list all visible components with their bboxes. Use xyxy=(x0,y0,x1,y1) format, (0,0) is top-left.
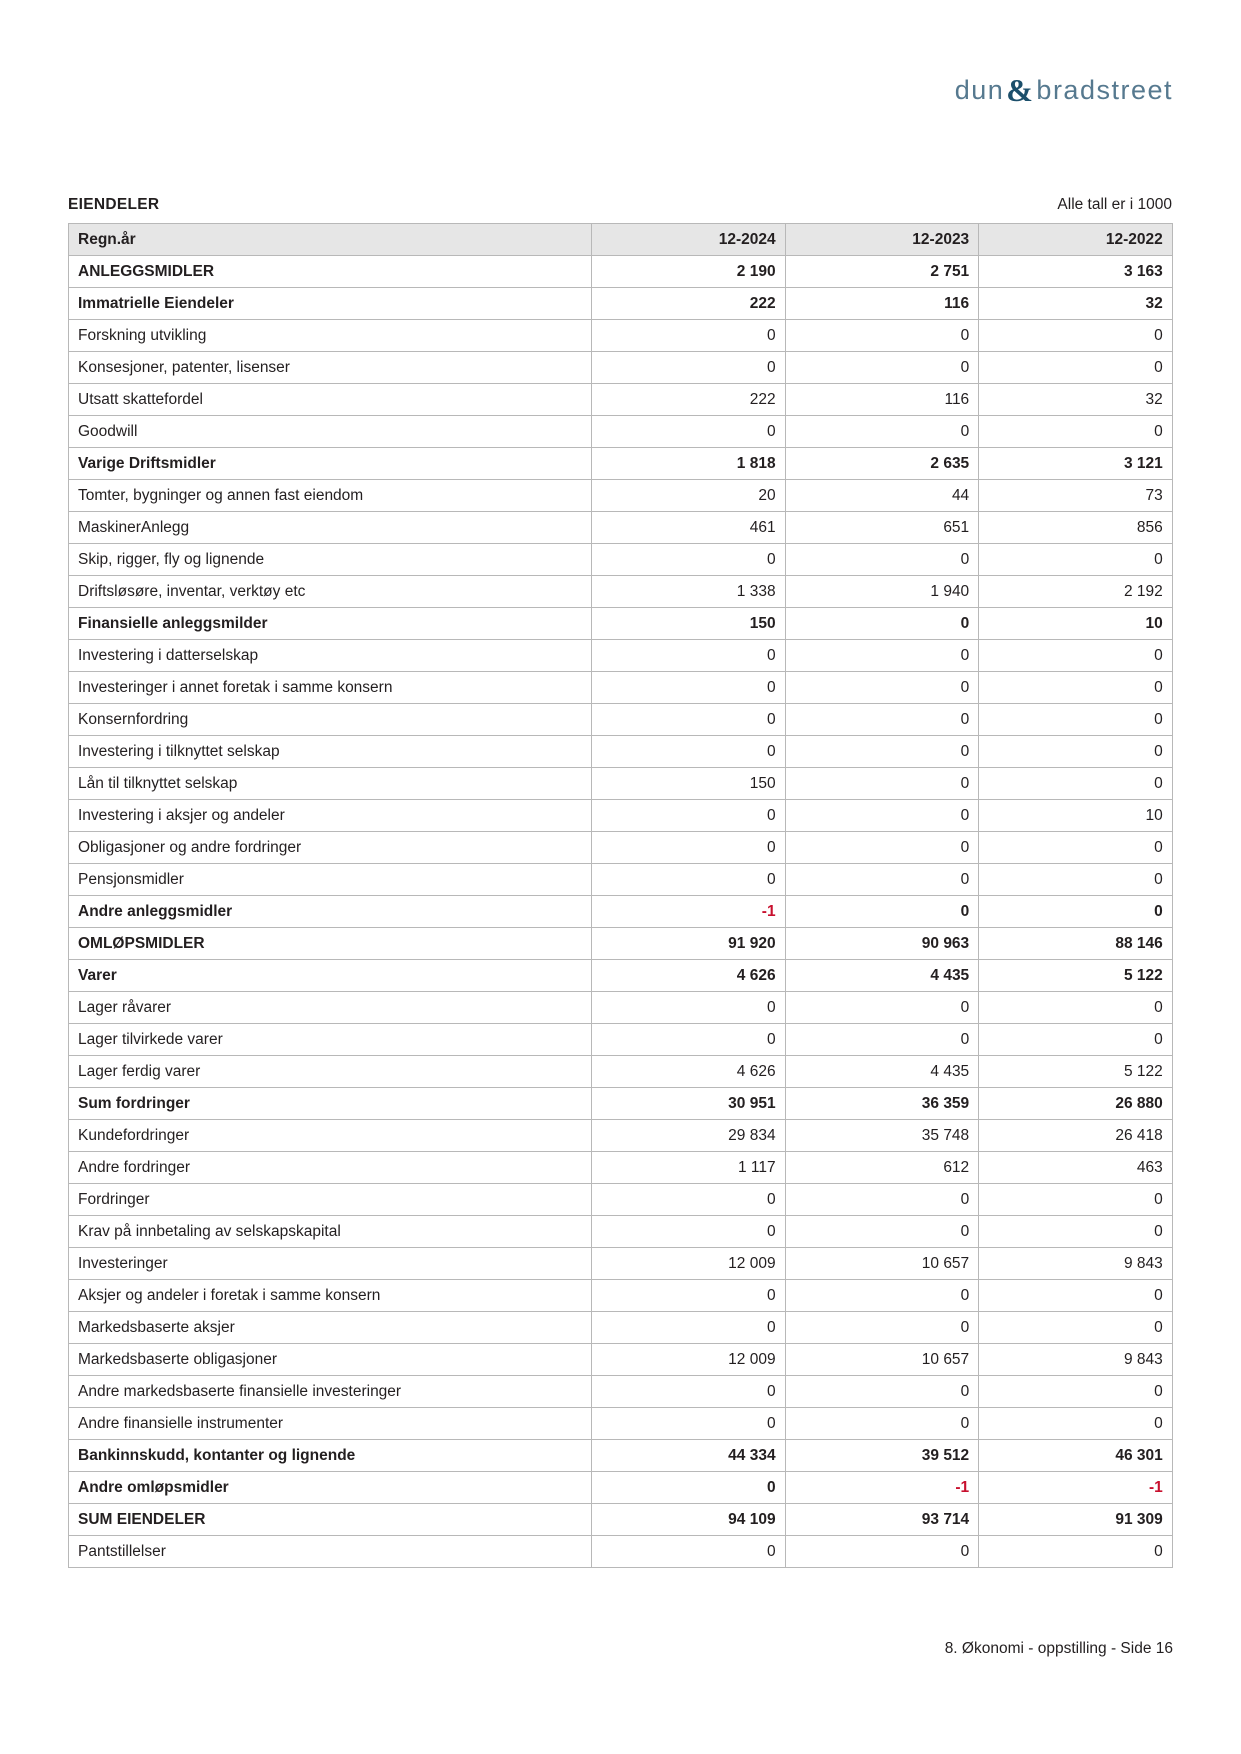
row-value: 0 xyxy=(592,832,786,864)
row-label: Kundefordringer xyxy=(69,1120,592,1152)
table-row xyxy=(69,416,1173,448)
row-value: 36 359 xyxy=(785,1088,979,1120)
table-row xyxy=(69,800,1173,832)
row-label: Goodwill xyxy=(69,416,592,448)
row-value: 856 xyxy=(979,512,1173,544)
row-label: Forskning utvikling xyxy=(69,320,592,352)
row-value: 0 xyxy=(785,320,979,352)
row-value: 0 xyxy=(592,992,786,1024)
row-value: 0 xyxy=(592,1216,786,1248)
row-value: 0 xyxy=(979,1536,1173,1568)
row-label: Sum fordringer xyxy=(69,1088,592,1120)
row-value: 0 xyxy=(785,736,979,768)
row-value: -1 xyxy=(592,896,786,928)
row-value: 0 xyxy=(592,704,786,736)
row-value: 20 xyxy=(592,480,786,512)
row-value: 88 146 xyxy=(979,928,1173,960)
row-value: 10 xyxy=(979,800,1173,832)
row-value: 150 xyxy=(592,768,786,800)
units-note: Alle tall er i 1000 xyxy=(1057,196,1172,213)
table-row xyxy=(69,1120,1173,1152)
row-label: Andre fordringer xyxy=(69,1152,592,1184)
table-header-row xyxy=(69,224,1173,256)
table-row xyxy=(69,864,1173,896)
row-value: 0 xyxy=(592,1536,786,1568)
row-label: Investeringer i annet foretak i samme konsern xyxy=(69,672,592,704)
row-value: 1 940 xyxy=(785,576,979,608)
table-row xyxy=(69,1024,1173,1056)
row-value: 0 xyxy=(592,864,786,896)
table-row xyxy=(69,832,1173,864)
row-value: 3 121 xyxy=(979,448,1173,480)
row-value: 10 657 xyxy=(785,1248,979,1280)
row-label: Skip, rigger, fly og lignende xyxy=(69,544,592,576)
assets-table-section xyxy=(68,196,1172,1568)
table-row xyxy=(69,384,1173,416)
row-value: 0 xyxy=(979,416,1173,448)
row-label: Lager tilvirkede varer xyxy=(69,1024,592,1056)
row-value: 0 xyxy=(979,640,1173,672)
row-label: Pensjonsmidler xyxy=(69,864,592,896)
row-value: 0 xyxy=(785,352,979,384)
table-row xyxy=(69,1280,1173,1312)
row-label: Varige Driftsmidler xyxy=(69,448,592,480)
row-value: 612 xyxy=(785,1152,979,1184)
row-value: 0 xyxy=(785,1536,979,1568)
row-value: 0 xyxy=(785,768,979,800)
dun-bradstreet-logo xyxy=(955,72,1173,109)
row-value: 5 122 xyxy=(979,1056,1173,1088)
row-value: 73 xyxy=(979,480,1173,512)
table-row xyxy=(69,1344,1173,1376)
row-value: 32 xyxy=(979,384,1173,416)
table-row xyxy=(69,1248,1173,1280)
row-value: 91 920 xyxy=(592,928,786,960)
table-row xyxy=(69,1408,1173,1440)
row-label: Konsesjoner, patenter, lisenser xyxy=(69,352,592,384)
row-value: 46 301 xyxy=(979,1440,1173,1472)
row-value: 463 xyxy=(979,1152,1173,1184)
row-value: 0 xyxy=(785,640,979,672)
table-row xyxy=(69,448,1173,480)
header-cell-year-0: 12-2024 xyxy=(592,224,786,256)
row-label: Obligasjoner og andre fordringer xyxy=(69,832,592,864)
row-value: 0 xyxy=(979,1312,1173,1344)
row-label: Konsernfordring xyxy=(69,704,592,736)
row-value: 0 xyxy=(785,608,979,640)
row-value: 0 xyxy=(592,352,786,384)
row-value: 32 xyxy=(979,288,1173,320)
row-label: OMLØPSMIDLER xyxy=(69,928,592,960)
row-value: 0 xyxy=(785,544,979,576)
row-value: 4 626 xyxy=(592,1056,786,1088)
row-value: 0 xyxy=(592,640,786,672)
table-row xyxy=(69,512,1173,544)
row-label: Lån til tilknyttet selskap xyxy=(69,768,592,800)
row-label: ANLEGGSMIDLER xyxy=(69,256,592,288)
row-label: Bankinnskudd, kontanter og lignende xyxy=(69,1440,592,1472)
row-value: 94 109 xyxy=(592,1504,786,1536)
row-label: Andre finansielle instrumenter xyxy=(69,1408,592,1440)
row-value: 12 009 xyxy=(592,1344,786,1376)
table-body xyxy=(69,224,1173,1568)
row-value: 0 xyxy=(592,416,786,448)
row-label: Investeringer xyxy=(69,1248,592,1280)
row-value: 0 xyxy=(979,352,1173,384)
table-row xyxy=(69,1536,1173,1568)
table-row xyxy=(69,576,1173,608)
row-value: 0 xyxy=(592,544,786,576)
row-label: Andre markedsbaserte finansielle investeringer xyxy=(69,1376,592,1408)
row-label: Aksjer og andeler i foretak i samme konsern xyxy=(69,1280,592,1312)
row-label: Andre omløpsmidler xyxy=(69,1472,592,1504)
row-value: 0 xyxy=(979,1184,1173,1216)
row-value: 0 xyxy=(979,544,1173,576)
section-title: EIENDELER xyxy=(68,196,160,213)
row-value: 0 xyxy=(785,832,979,864)
row-value: 0 xyxy=(785,864,979,896)
header-cell-year-2: 12-2022 xyxy=(979,224,1173,256)
row-value: 116 xyxy=(785,288,979,320)
financial-table xyxy=(68,223,1173,1568)
row-value: 91 309 xyxy=(979,1504,1173,1536)
row-value: 0 xyxy=(979,992,1173,1024)
table-row xyxy=(69,608,1173,640)
table-row xyxy=(69,1216,1173,1248)
row-value: 0 xyxy=(979,1408,1173,1440)
table-row xyxy=(69,544,1173,576)
row-label: Andre anleggsmidler xyxy=(69,896,592,928)
row-value: -1 xyxy=(979,1472,1173,1504)
row-label: Investering i tilknyttet selskap xyxy=(69,736,592,768)
row-value: 0 xyxy=(979,1024,1173,1056)
row-value: 0 xyxy=(592,1408,786,1440)
row-label: MaskinerAnlegg xyxy=(69,512,592,544)
row-value: 10 657 xyxy=(785,1344,979,1376)
table-row xyxy=(69,1152,1173,1184)
row-value: 0 xyxy=(592,320,786,352)
table-row xyxy=(69,896,1173,928)
header-cell-label: Regn.år xyxy=(69,224,592,256)
row-value: 150 xyxy=(592,608,786,640)
row-value: 0 xyxy=(592,736,786,768)
row-value: 0 xyxy=(592,672,786,704)
row-value: 3 163 xyxy=(979,256,1173,288)
row-label: Investering i datterselskap xyxy=(69,640,592,672)
row-value: 0 xyxy=(785,1312,979,1344)
row-value: 35 748 xyxy=(785,1120,979,1152)
table-row xyxy=(69,1472,1173,1504)
table-row xyxy=(69,640,1173,672)
row-value: 1 338 xyxy=(592,576,786,608)
table-row xyxy=(69,1376,1173,1408)
row-value: 0 xyxy=(979,1280,1173,1312)
row-label: Varer xyxy=(69,960,592,992)
row-value: 0 xyxy=(979,672,1173,704)
row-label: Driftsløsøre, inventar, verktøy etc xyxy=(69,576,592,608)
row-value: 4 435 xyxy=(785,960,979,992)
row-value: 0 xyxy=(785,1280,979,1312)
table-row xyxy=(69,288,1173,320)
row-label: Investering i aksjer og andeler xyxy=(69,800,592,832)
logo-word-bradstreet: bradstreet xyxy=(1036,75,1173,105)
row-value: 0 xyxy=(979,704,1173,736)
row-value: 2 751 xyxy=(785,256,979,288)
row-label: Tomter, bygninger og annen fast eiendom xyxy=(69,480,592,512)
row-value: 5 122 xyxy=(979,960,1173,992)
row-value: 0 xyxy=(979,320,1173,352)
row-label: Pantstillelser xyxy=(69,1536,592,1568)
row-value: 26 880 xyxy=(979,1088,1173,1120)
row-label: SUM EIENDELER xyxy=(69,1504,592,1536)
row-value: 461 xyxy=(592,512,786,544)
row-value: 90 963 xyxy=(785,928,979,960)
table-row xyxy=(69,1312,1173,1344)
row-value: 1 818 xyxy=(592,448,786,480)
row-value: 0 xyxy=(785,416,979,448)
row-value: 2 635 xyxy=(785,448,979,480)
row-value: 0 xyxy=(785,800,979,832)
row-value: 2 190 xyxy=(592,256,786,288)
row-value: 222 xyxy=(592,384,786,416)
row-label: Lager ferdig varer xyxy=(69,1056,592,1088)
table-caption-row xyxy=(68,196,1172,214)
row-value: 0 xyxy=(592,1376,786,1408)
row-value: 0 xyxy=(979,1376,1173,1408)
row-value: 0 xyxy=(785,992,979,1024)
row-value: 0 xyxy=(979,768,1173,800)
logo-word-dun: dun xyxy=(954,75,1005,105)
row-label: Lager råvarer xyxy=(69,992,592,1024)
row-value: 0 xyxy=(979,736,1173,768)
row-value: 44 xyxy=(785,480,979,512)
row-value: -1 xyxy=(785,1472,979,1504)
table-row xyxy=(69,480,1173,512)
table-row xyxy=(69,1184,1173,1216)
row-value: 651 xyxy=(785,512,979,544)
table-row xyxy=(69,1440,1173,1472)
row-value: 9 843 xyxy=(979,1248,1173,1280)
row-value: 4 435 xyxy=(785,1056,979,1088)
table-row xyxy=(69,768,1173,800)
table-row xyxy=(69,992,1173,1024)
header-cell-year-1: 12-2023 xyxy=(785,224,979,256)
row-value: 0 xyxy=(979,832,1173,864)
row-value: 0 xyxy=(785,1184,979,1216)
row-value: 44 334 xyxy=(592,1440,786,1472)
row-value: 0 xyxy=(785,704,979,736)
table-row xyxy=(69,928,1173,960)
row-value: 0 xyxy=(592,800,786,832)
table-row xyxy=(69,320,1173,352)
row-value: 4 626 xyxy=(592,960,786,992)
row-value: 12 009 xyxy=(592,1248,786,1280)
table-row xyxy=(69,736,1173,768)
row-value: 0 xyxy=(979,896,1173,928)
row-value: 0 xyxy=(785,1376,979,1408)
table-row xyxy=(69,704,1173,736)
table-row xyxy=(69,672,1173,704)
row-value: 39 512 xyxy=(785,1440,979,1472)
row-value: 10 xyxy=(979,608,1173,640)
row-value: 0 xyxy=(785,896,979,928)
row-value: 0 xyxy=(592,1472,786,1504)
row-value: 0 xyxy=(592,1024,786,1056)
row-label: Markedsbaserte obligasjoner xyxy=(69,1344,592,1376)
table-row xyxy=(69,1056,1173,1088)
page-footer: 8. Økonomi - oppstilling - Side 16 xyxy=(944,1640,1173,1657)
row-value: 0 xyxy=(785,1216,979,1248)
row-value: 0 xyxy=(785,1408,979,1440)
row-label: Markedsbaserte aksjer xyxy=(69,1312,592,1344)
row-value: 0 xyxy=(592,1280,786,1312)
row-label: Utsatt skattefordel xyxy=(69,384,592,416)
row-value: 2 192 xyxy=(979,576,1173,608)
row-value: 0 xyxy=(592,1312,786,1344)
row-value: 0 xyxy=(785,1024,979,1056)
row-label: Immatrielle Eiendeler xyxy=(69,288,592,320)
table-row xyxy=(69,256,1173,288)
table-row xyxy=(69,1504,1173,1536)
row-value: 26 418 xyxy=(979,1120,1173,1152)
row-value: 9 843 xyxy=(979,1344,1173,1376)
logo-ampersand-icon: & xyxy=(1006,72,1035,108)
row-value: 30 951 xyxy=(592,1088,786,1120)
row-value: 0 xyxy=(979,1216,1173,1248)
row-value: 0 xyxy=(785,672,979,704)
row-value: 116 xyxy=(785,384,979,416)
table-row xyxy=(69,960,1173,992)
table-row xyxy=(69,1088,1173,1120)
row-label: Fordringer xyxy=(69,1184,592,1216)
row-value: 0 xyxy=(592,1184,786,1216)
row-value: 1 117 xyxy=(592,1152,786,1184)
table-row xyxy=(69,352,1173,384)
row-value: 93 714 xyxy=(785,1504,979,1536)
row-value: 29 834 xyxy=(592,1120,786,1152)
row-value: 222 xyxy=(592,288,786,320)
row-value: 0 xyxy=(979,864,1173,896)
row-label: Krav på innbetaling av selskapskapital xyxy=(69,1216,592,1248)
row-label: Finansielle anleggsmilder xyxy=(69,608,592,640)
